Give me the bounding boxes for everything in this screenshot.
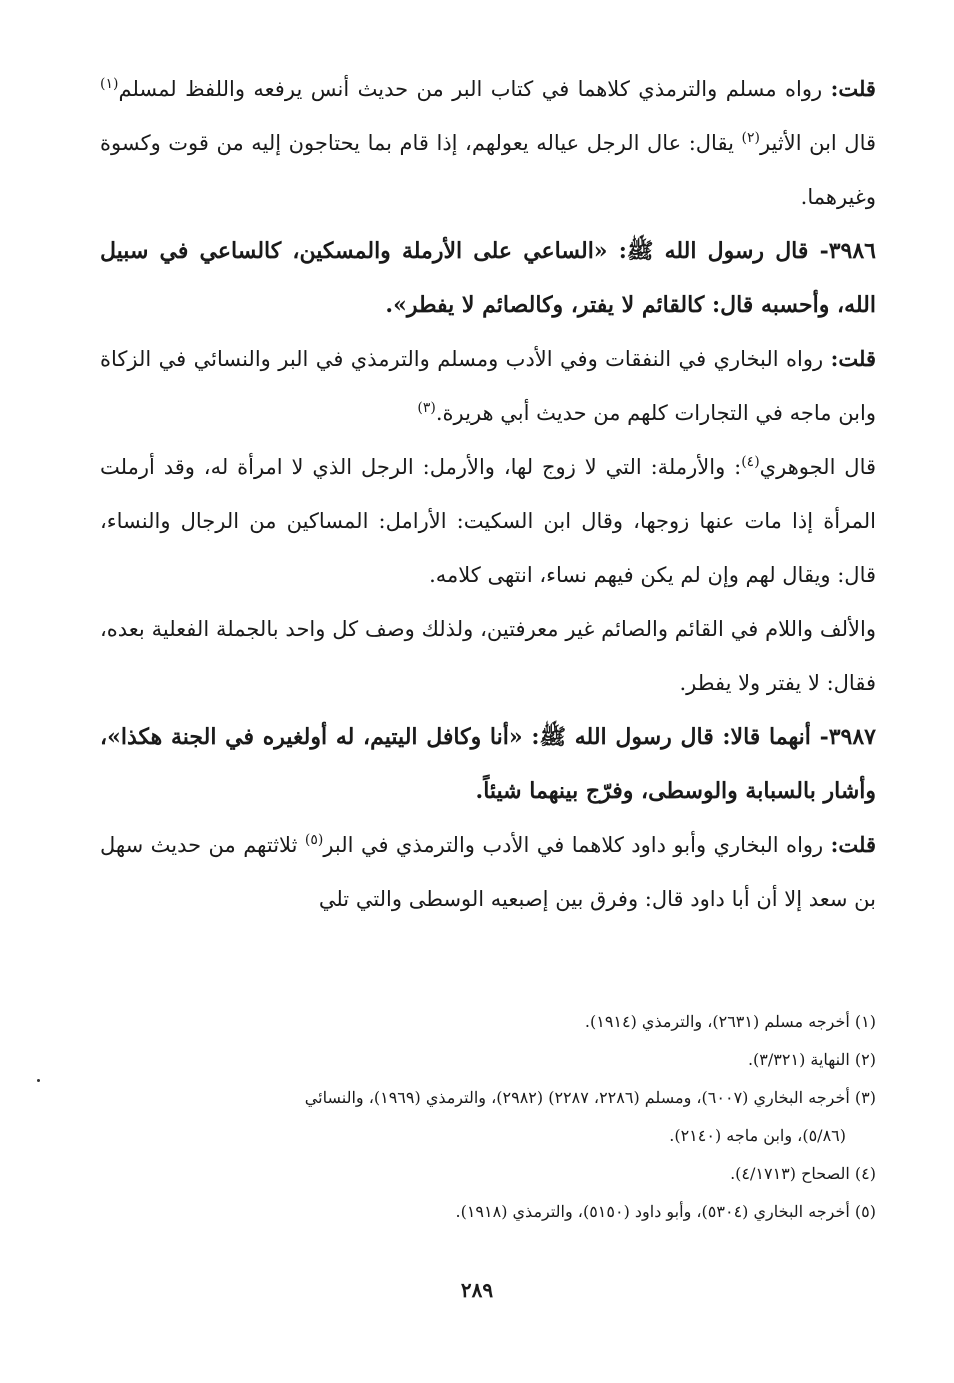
paragraph-text: رواه البخاري في النفقات وفي الأدب ومسلم والترمذي في البر والنسائي في الزكاة وابن ماجه في التجارات كلهم من حديث أبي هريرة. bbox=[100, 347, 876, 425]
paragraph-text: قال الجوهري bbox=[759, 455, 877, 479]
footnote-ref[interactable]: (٤) bbox=[741, 454, 760, 470]
hadith-number: ٣٩٨٧- bbox=[819, 724, 876, 750]
footnote-3-continued: (٥/٨٦)، وابن ماجه (٢١٤٠). bbox=[669, 1126, 846, 1145]
footnote-ref[interactable]: (٣) bbox=[417, 400, 436, 416]
paragraph-commentary-3 bbox=[100, 818, 876, 926]
paragraph-commentary-1 bbox=[100, 62, 876, 224]
footnote-4: (٤) الصحاح (٤/١٧١٣). bbox=[730, 1164, 876, 1183]
paragraph-text: والألف واللام في القائم والصائم غير معرفتين، ولذلك وصف كل واحد بالجملة الفعلية بعده، فقال: لا يفتر ولا يفطر. bbox=[100, 617, 876, 695]
paragraph-commentary-2 bbox=[100, 332, 876, 440]
paragraph-text: : والأرملة: التي لا زوج لها، والأرمل: الرجل الذي لا امرأة له، وقد أرملت المرأة إذا مات عنها زوجها، وقال ابن السكيت: الأرامل: المساكين من الرجال والنساء، قال: ويقال لهم وإن لم يكن فيهم نساء، انتهى كلامه. bbox=[100, 455, 876, 587]
paragraph-text: ثلاثتهم من حديث سهل بن سعد إلا أن أبا داود قال: وفرق بين إصبعيه الوسطى والتي تلي bbox=[100, 833, 876, 911]
footnote-ref[interactable]: (١) bbox=[100, 76, 119, 92]
paragraph-grammar-note bbox=[100, 602, 876, 710]
footnote-3: (٣) أخرجه البخاري (٦٠٠٧)، ومسلم (٢٢٨٦، ٢٢٨٧) (٢٩٨٢)، والترمذي (١٩٦٩)، والنسائي bbox=[304, 1088, 876, 1107]
paragraph-jawhari bbox=[100, 440, 876, 602]
footnote-2: (٢) النهاية (٣/٣٢١). bbox=[747, 1050, 876, 1069]
paragraph-text: رواه مسلم والترمذي كلاهما في كتاب البر من حديث أنس يرفعه واللفظ لمسلم bbox=[118, 77, 823, 101]
paragraph-text: قال ابن الأثير bbox=[759, 131, 877, 155]
footnotes-section bbox=[100, 1003, 876, 1231]
paragraph-text: رواه البخاري وأبو داود كلاهما في الأدب والترمذي في البر bbox=[323, 833, 824, 857]
page-body bbox=[100, 62, 876, 926]
footnote-ref[interactable]: (٢) bbox=[741, 130, 760, 146]
hadith-number: ٣٩٨٦- bbox=[819, 238, 876, 264]
qultu-label: قلت: bbox=[830, 76, 876, 101]
hadith-3986 bbox=[100, 224, 876, 332]
qultu-label: قلت: bbox=[830, 346, 876, 371]
hadith-text: قال رسول الله ﷺ: «الساعي على الأرملة والمسكين، كالساعي في سبيل الله، وأحسبه قال: كالقائم لا يفتر، وكالصائم لا يفطر». bbox=[100, 238, 876, 318]
qultu-label: قلت: bbox=[830, 832, 877, 857]
footnote-1: (١) أخرجه مسلم (٢٦٣١)، والترمذي (١٩١٤). bbox=[584, 1012, 876, 1031]
footnote-5: (٥) أخرجه البخاري (٥٣٠٤)، وأبو داود (٥١٥٠)، والترمذي (١٩١٨). bbox=[455, 1202, 876, 1221]
hadith-text: أنهما قالا: قال رسول الله ﷺ: «أنا وكافل اليتيم، له أولغيره في الجنة هكذا»، وأشار بالسبابة والوسطى، وفرّج بينهما شيئاً. bbox=[100, 724, 876, 804]
hadith-3987 bbox=[100, 710, 876, 818]
scan-speck bbox=[37, 1079, 40, 1082]
paragraph-text: يقال: عال الرجل عياله يعولهم، إذا قام بما يحتاجون إليه من قوت وكسوة وغيرهما. bbox=[100, 131, 876, 209]
page-number: ٢٨٩ bbox=[460, 1278, 494, 1302]
footnote-ref[interactable]: (٥) bbox=[304, 832, 324, 848]
